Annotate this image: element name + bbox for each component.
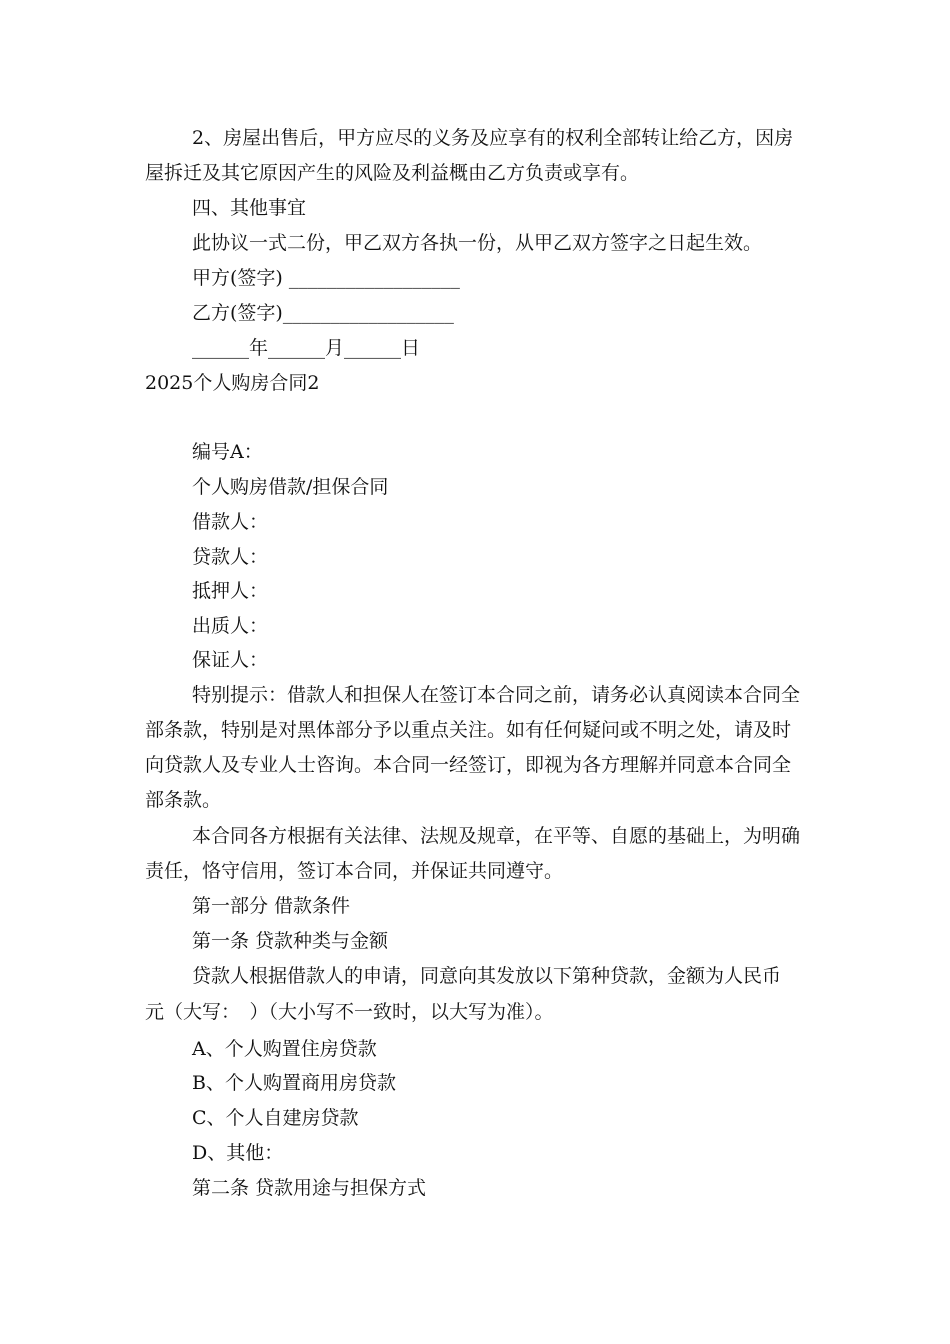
field-borrower: 借款人： (192, 511, 269, 533)
paragraph-line: 此协议一式二份，甲乙双方各执一份，从甲乙双方签字之日起生效。 (192, 232, 763, 254)
field-guarantor: 保证人： (192, 649, 269, 671)
paragraph-line: 部条款，特别是对黑体部分予以重点关注。如有任何疑问或不明之处，请及时 (145, 719, 792, 741)
document-title: 2025个人购房合同2 (145, 372, 320, 394)
list-item: D、其他： (192, 1142, 284, 1164)
part-heading: 第一部分 借款条件 (192, 895, 351, 917)
paragraph-line: 元（大写： ）（大小写不一致时，以大写为准）。 (145, 1001, 554, 1023)
list-item: A、个人购置住房贷款 (192, 1038, 377, 1060)
list-item: B、个人购置商用房贷款 (192, 1072, 396, 1094)
list-item: C、个人自建房贷款 (192, 1107, 359, 1129)
contract-title: 个人购房借款/担保合同 (192, 476, 389, 498)
paragraph-line: 向贷款人及专业人士咨询。本合同一经签订，即视为各方理解并同意本合同全 (145, 754, 792, 776)
field-pledgor: 出质人： (192, 615, 269, 637)
paragraph-line: 责任，恪守信用，签订本合同，并保证共同遵守。 (145, 860, 564, 882)
paragraph-line: 贷款人根据借款人的申请，同意向其发放以下第种贷款，金额为人民币 (192, 965, 782, 987)
contract-number: 编号A： (192, 441, 263, 463)
paragraph-line: 部条款。 (145, 789, 222, 811)
field-lender: 贷款人： (192, 546, 269, 568)
paragraph-line: 屋拆迁及其它原因产生的风险及利益概由乙方负责或享有。 (145, 162, 640, 184)
signature-line-party-b: 乙方(签字)__________________ (192, 302, 454, 324)
article-heading: 第一条 贷款种类与金额 (192, 930, 389, 952)
article-heading: 第二条 贷款用途与担保方式 (192, 1177, 427, 1199)
date-line: ______年______月______日 (192, 337, 421, 359)
field-mortgagor: 抵押人： (192, 580, 269, 602)
paragraph-line: 本合同各方根据有关法律、法规及规章，在平等、自愿的基础上，为明确 (192, 825, 801, 847)
signature-line-party-a: 甲方(签字) __________________ (192, 267, 460, 289)
paragraph-line: 特别提示：借款人和担保人在签订本合同之前，请务必认真阅读本合同全 (192, 684, 801, 706)
paragraph-line: 2、房屋出售后，甲方应尽的义务及应享有的权利全部转让给乙方，因房 (192, 127, 794, 149)
section-heading: 四、其他事宜 (192, 197, 307, 219)
